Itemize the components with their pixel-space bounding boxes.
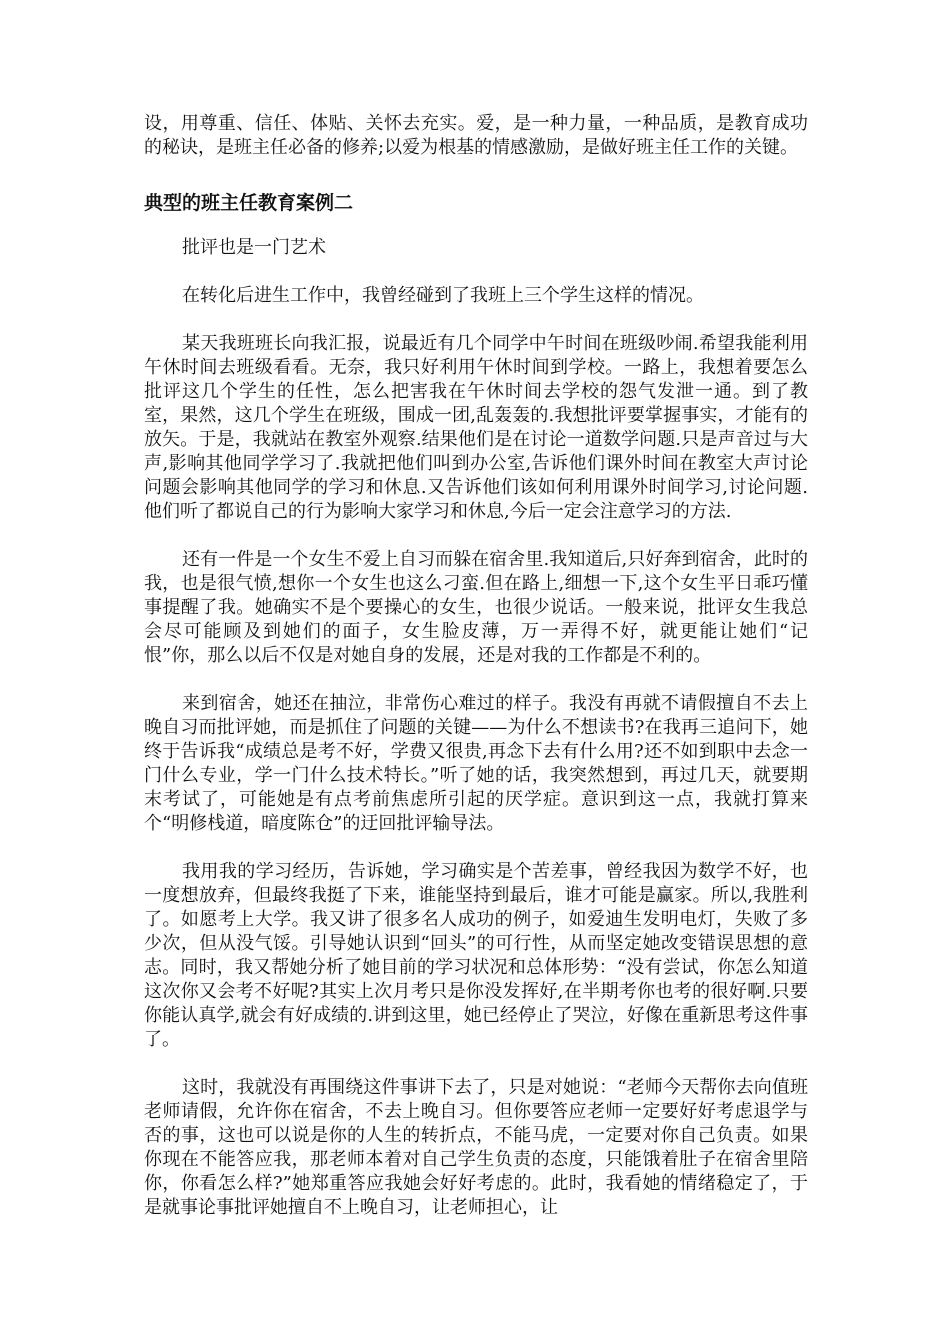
paragraph-4: 来到宿舍，她还在抽泣，非常伤心难过的样子。我没有再就不请假擅自不去上晚自习而批评她，而是抓住了问题的关键——为什么不想读书?在我再三追问下，她终于告诉我“成绩总是考不好，学费又很贵,再念下去有什么用?还不如到职中去念一门什么专业，学一门什么技术特长。”听了她的话，我突然想到，再过几天，就要期末考试了，可能她是有点考前焦虑所引起的厌学症。意识到这一点，我就打算来个“明修栈道，暗度陈仓”的迂回批评输导法。	[144, 693, 808, 834]
intro-paragraph: 设，用尊重、信任、体贴、关怀去充实。爱，是一种力量，一种品质，是教育成功的秘诀，是班主任必备的修养;以爱为根基的情感激励，是做好班主任工作的关键。	[144, 113, 808, 158]
paragraph-1: 在转化后进生工作中，我曾经碰到了我班上三个学生这样的情况。	[182, 285, 704, 306]
subtitle: 批评也是一门艺术	[182, 237, 326, 258]
paragraph-3: 还有一件是一个女生不爱上自习而躲在宿舍里.我知道后,只好奔到宿舍，此时的我，也是很气愤,想你一个女生也这么刁蛮.但在路上,细想一下,这个女生平日乖巧懂事提醒了我。她确实不是个要操心的女生，也很少说话。一般来说，批评女生我总会尽可能顾及到她们的面子，女生脸皮薄，万一弄得不好，就更能让她们“记恨”你，那么以后不仅是对她自身的发展，还是对我的工作都是不利的。	[144, 549, 808, 666]
paragraph-2: 某天我班班长向我汇报，说最近有几个同学中午时间在班级吵闹.希望我能利用午休时间去班级看看。无奈，我只好利用午休时间到学校。一路上，我想着要怎么批评这几个学生的任性，怎么把害我在午休时间去学校的怨气发泄一通。到了教室，果然，这几个学生在班级，围成一团,乱轰轰的.我想批评要掌握事实，才能有的放矢。于是，我就站在教室外观察.结果他们是在讨论一道数学问题.只是声音过与大声,影响其他同学学习了.我就把他们叫到办公室,告诉他们课外时间在教室大声讨论问题会影响其他同学的学习和休息.又告诉他们该如何利用课外时间学习,讨论问题.他们听了都说自己的行为影响大家学习和休息,今后一定会注意学习的方法.	[144, 333, 808, 522]
section-title: 典型的班主任教育案例二	[144, 192, 354, 214]
document-page	[144, 112, 808, 1220]
paragraph-6: 这时，我就没有再围绕这件事讲下去了，只是对她说：“老师今天帮你去向值班老师请假，允许你在宿舍，不去上晚自习。但你要答应老师一定要好好考虑退学与否的事，这也可以说是你的人生的转折点，不能马虎，一定要对你自己负责。如果你现在不能答应我，那老师本着对自己学生负责的态度，只能饿着肚子在宿舍里陪你，你看怎么样?”她郑重答应我她会好好考虑的。此时，我看她的情绪稳定了，于是就事论事批评她擅自不上晚自习，让老师担心，让	[144, 1077, 808, 1218]
paragraph-5: 我用我的学习经历，告诉她，学习确实是个苦差事，曾经我因为数学不好，也一度想放弃，但最终我挺了下来，谁能坚持到最后，谁才可能是赢家。所以,我胜利了。如愿考上大学。我又讲了很多名人成功的例子，如爱迪生发明电灯，失败了多少次，但从没气馁。引导她认识到“回头”的可行性，从而坚定她改变错误思想的意志。同时，我又帮她分析了她目前的学习状况和总体形势：“没有尝试，你怎么知道这次你又会考不好呢?其实上次月考只是你没发挥好,在半期考你也考的很好啊.只要你能认真学,就会有好成绩的.讲到这里，她已经停止了哭泣，好像在重新思考这件事了。	[144, 861, 808, 1050]
